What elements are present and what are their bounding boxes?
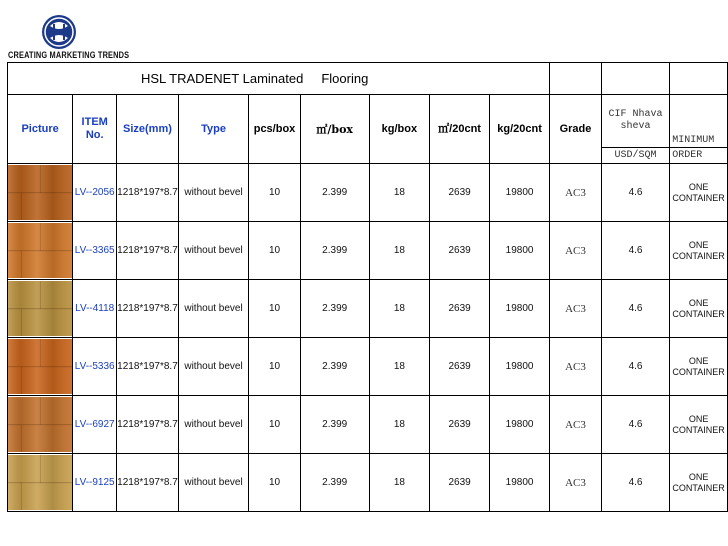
picture-cell — [8, 396, 73, 454]
grade-value: AC3 — [550, 164, 602, 222]
picture-cell — [8, 454, 73, 512]
minimum-order-value: ONE CONTAINER — [670, 338, 728, 396]
header-row — [8, 95, 728, 148]
empty-cell — [601, 63, 669, 95]
header-kg-box: kg/box — [369, 95, 429, 164]
header-item-no: ITEM No. — [73, 95, 117, 164]
kg-per-20cnt-value: 19800 — [490, 338, 550, 396]
m2-per-20cnt-value: 2639 — [430, 396, 490, 454]
wood-sample-image — [8, 223, 72, 279]
empty-cell — [670, 63, 728, 95]
table-row — [8, 222, 728, 280]
size-value: 1218*197*8.7 — [117, 222, 179, 280]
m2-per-box-value: 2.399 — [300, 164, 369, 222]
kg-per-box-value: 18 — [369, 280, 429, 338]
grade-value: AC3 — [550, 338, 602, 396]
kg-per-20cnt-value: 19800 — [490, 396, 550, 454]
m2-per-20cnt-value: 2639 — [430, 164, 490, 222]
grade-value: AC3 — [550, 396, 602, 454]
pcs-per-box-value: 10 — [249, 396, 300, 454]
item-number: LV--4118 — [73, 280, 117, 338]
type-value: without bevel — [178, 222, 249, 280]
grade-value: AC3 — [550, 222, 602, 280]
kg-per-box-value: 18 — [369, 164, 429, 222]
price-value: 4.6 — [601, 164, 669, 222]
wood-sample-image — [8, 339, 72, 395]
table-title-cell — [8, 63, 550, 95]
header-picture: Picture — [8, 95, 73, 164]
pcs-per-box-value: 10 — [249, 338, 300, 396]
header-size: Size(mm) — [117, 95, 179, 164]
size-value: 1218*197*8.7 — [117, 338, 179, 396]
kg-per-box-value: 18 — [369, 222, 429, 280]
price-value: 4.6 — [601, 222, 669, 280]
table-row — [8, 164, 728, 222]
item-number: LV--9125 — [73, 454, 117, 512]
grade-value: AC3 — [550, 454, 602, 512]
m2-per-box-value: 2.399 — [300, 280, 369, 338]
m2-per-20cnt-value: 2639 — [430, 222, 490, 280]
kg-per-20cnt-value: 19800 — [490, 280, 550, 338]
size-value: 1218*197*8.7 — [117, 396, 179, 454]
header-cif: CIF Nhava sheva — [601, 95, 669, 148]
grade-value: AC3 — [550, 280, 602, 338]
table-title: HSL TRADENET Laminated — [141, 70, 304, 86]
item-number: LV--3365 — [73, 222, 117, 280]
kg-per-20cnt-value: 19800 — [490, 454, 550, 512]
company-logo — [0, 0, 130, 62]
price-table — [7, 62, 728, 512]
header-m2-20cnt: ㎡/20cnt — [430, 95, 490, 164]
wood-sample-image — [8, 165, 72, 221]
table-subtitle: Flooring — [321, 70, 369, 86]
wood-sample-image — [8, 455, 72, 511]
item-number: LV--6927 — [73, 396, 117, 454]
picture-cell — [8, 222, 73, 280]
price-value: 4.6 — [601, 280, 669, 338]
price-value: 4.6 — [601, 454, 669, 512]
picture-cell — [8, 280, 73, 338]
empty-cell — [550, 63, 602, 95]
type-value: without bevel — [178, 164, 249, 222]
header-pcs-box: pcs/box — [249, 95, 300, 164]
wood-sample-image — [8, 281, 72, 337]
header-cif-unit: USD/SQM — [601, 148, 669, 164]
price-value: 4.6 — [601, 338, 669, 396]
m2-per-box-value: 2.399 — [300, 454, 369, 512]
picture-cell — [8, 338, 73, 396]
item-number: LV--2056 — [73, 164, 117, 222]
type-value: without bevel — [178, 454, 249, 512]
header-minimum: MINIMUM — [670, 95, 728, 148]
table-row — [8, 338, 728, 396]
price-value: 4.6 — [601, 396, 669, 454]
minimum-order-value: ONE CONTAINER — [670, 454, 728, 512]
hsl-globe-logo-icon — [40, 14, 78, 50]
m2-per-20cnt-value: 2639 — [430, 454, 490, 512]
kg-per-box-value: 18 — [369, 338, 429, 396]
pcs-per-box-value: 10 — [249, 454, 300, 512]
m2-per-box-value: 2.399 — [300, 222, 369, 280]
kg-per-box-value: 18 — [369, 396, 429, 454]
pcs-per-box-value: 10 — [249, 222, 300, 280]
type-value: without bevel — [178, 280, 249, 338]
picture-cell — [8, 164, 73, 222]
pcs-per-box-value: 10 — [249, 164, 300, 222]
minimum-order-value: ONE CONTAINER — [670, 222, 728, 280]
minimum-order-value: ONE CONTAINER — [670, 280, 728, 338]
pcs-per-box-value: 10 — [249, 280, 300, 338]
table-row — [8, 454, 728, 512]
table-row — [8, 396, 728, 454]
kg-per-20cnt-value: 19800 — [490, 222, 550, 280]
title-row — [8, 63, 728, 95]
m2-per-20cnt-value: 2639 — [430, 280, 490, 338]
size-value: 1218*197*8.7 — [117, 280, 179, 338]
kg-per-box-value: 18 — [369, 454, 429, 512]
item-number: LV--5336 — [73, 338, 117, 396]
minimum-order-value: ONE CONTAINER — [670, 164, 728, 222]
size-value: 1218*197*8.7 — [117, 164, 179, 222]
table-row — [8, 280, 728, 338]
wood-sample-image — [8, 397, 72, 453]
header-kg-20cnt: kg/20cnt — [490, 95, 550, 164]
m2-per-20cnt-value: 2639 — [430, 338, 490, 396]
header-grade: Grade — [550, 95, 602, 164]
header-m2-box: ㎡/box — [300, 95, 369, 164]
m2-per-box-value: 2.399 — [300, 338, 369, 396]
header-order: ORDER — [670, 148, 728, 164]
type-value: without bevel — [178, 396, 249, 454]
m2-per-box-value: 2.399 — [300, 396, 369, 454]
type-value: without bevel — [178, 338, 249, 396]
header-type: Type — [178, 95, 249, 164]
minimum-order-value: ONE CONTAINER — [670, 396, 728, 454]
logo-tagline: CREATING MARKETING TRENDS — [8, 50, 130, 60]
size-value: 1218*197*8.7 — [117, 454, 179, 512]
kg-per-20cnt-value: 19800 — [490, 164, 550, 222]
